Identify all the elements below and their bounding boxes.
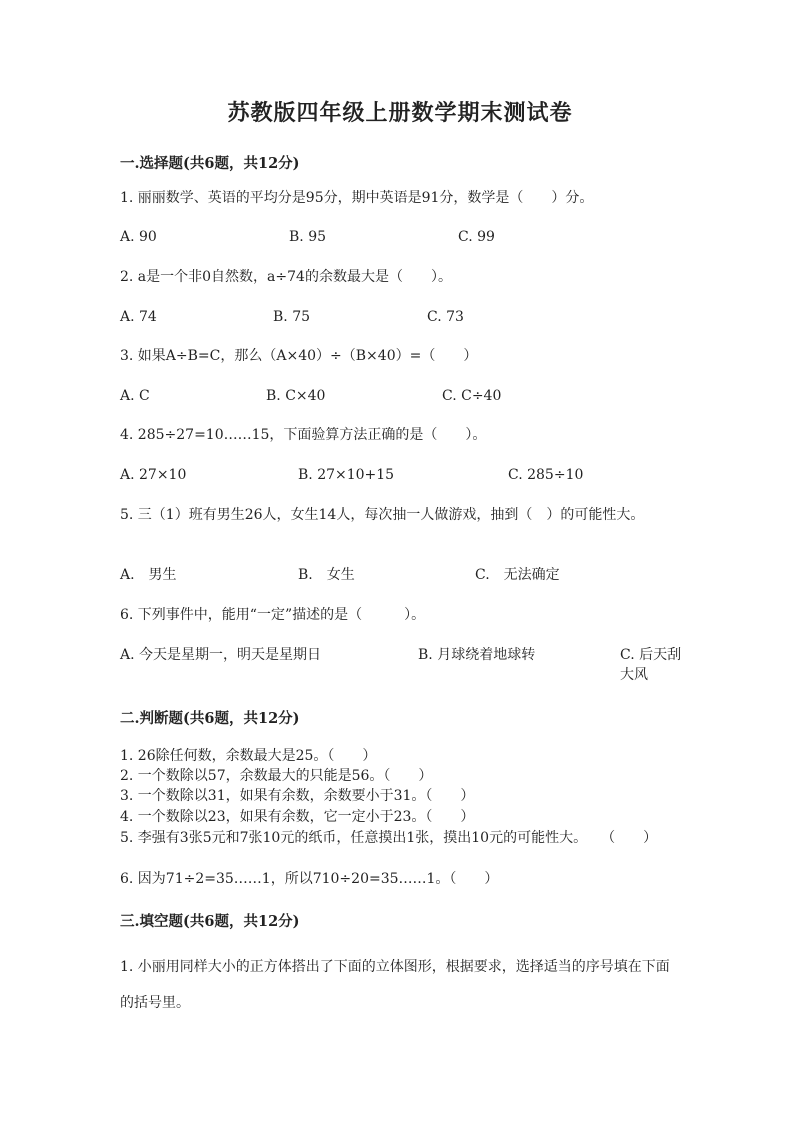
choice-5-option-b: B. 女生 <box>298 567 355 583</box>
choice-6-option-b: B. 月球绕着地球转 <box>418 647 536 663</box>
choice-5-option-c: C. 无法确定 <box>475 567 560 583</box>
choice-1-option-b: B. 95 <box>289 229 327 245</box>
section-heading-choice: 一.选择题(共6题，共12分) <box>120 155 300 172</box>
page-title: 苏教版四年级上册数学期末测试卷 <box>227 100 573 126</box>
fill-question-1: 1. 小丽用同样大小的正方体搭出了下面的立体图形，根据要求，选择适当的序号填在下面的括号里。 <box>120 959 670 1011</box>
choice-3-option-b: B. C×40 <box>266 388 326 404</box>
choice-4-option-b: B. 27×10+15 <box>298 467 395 483</box>
choice-question-3: 3. 如果A÷B=C，那么（A×40）÷（B×40）=（ ） <box>120 348 478 364</box>
choice-2-option-a: A. 74 <box>120 309 157 325</box>
judge-item-3: 3. 一个数除以31，如果有余数，余数要小于31。（ ） <box>120 788 475 804</box>
choice-2-option-c: C. 73 <box>427 309 464 325</box>
choice-4-option-c: C. 285÷10 <box>508 467 584 483</box>
choice-question-4: 4. 285÷27=10……15，下面验算方法正确的是（ ）。 <box>120 427 487 443</box>
choice-question-1: 1. 丽丽数学、英语的平均分是95分，期中英语是91分，数学是（ ）分。 <box>120 190 594 206</box>
choice-question-5: 5. 三（1）班有男生26人，女生14人，每次抽一人做游戏，抽到（ ）的可能性大。 <box>120 507 645 523</box>
choice-1-option-a: A. 90 <box>120 229 157 245</box>
choice-1-option-c: C. 99 <box>458 229 495 245</box>
choice-6-option-a: A. 今天是星期一，明天是星期日 <box>120 647 322 663</box>
choice-3-option-a: A. C <box>120 388 150 404</box>
judge-item-4: 4. 一个数除以23，如果有余数，它一定小于23。（ ） <box>120 809 475 825</box>
choice-question-6: 6. 下列事件中，能用“一定”描述的是（ ）。 <box>120 607 426 623</box>
section-heading-judge: 二.判断题(共6题，共12分) <box>120 710 300 727</box>
choice-6-option-c: C. 后天刮大风 <box>620 647 682 683</box>
judge-item-6: 6. 因为71÷2=35……1，所以710÷20=35……1。（ ） <box>120 871 499 887</box>
judge-item-1: 1. 26除任何数，余数最大是25。（ ） <box>120 748 377 764</box>
choice-question-2: 2. a是一个非0自然数，a÷74的余数最大是（ ）。 <box>120 269 452 285</box>
choice-3-option-c: C. C÷40 <box>442 388 502 404</box>
choice-2-option-b: B. 75 <box>273 309 311 325</box>
judge-item-2: 2. 一个数除以57，余数最大的只能是56。（ ） <box>120 768 433 784</box>
choice-5-option-a: A. 男生 <box>120 567 177 583</box>
judge-item-5: 5. 李强有3张5元和7张10元的纸币，任意摸出1张，摸出10元的可能性大。 （ ） <box>120 830 658 846</box>
section-heading-fill: 三.填空题(共6题，共12分) <box>120 913 300 930</box>
choice-4-option-a: A. 27×10 <box>120 467 187 483</box>
